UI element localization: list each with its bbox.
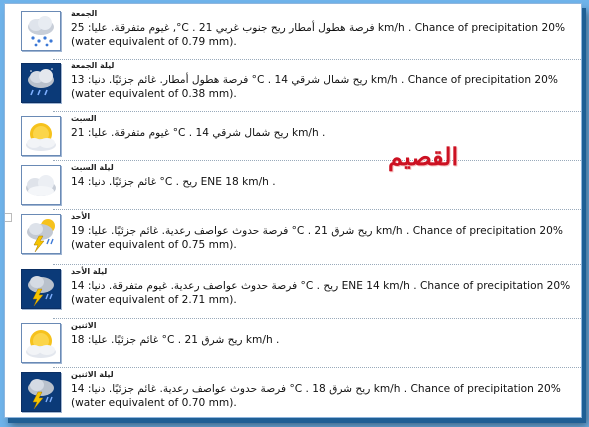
divider (53, 111, 581, 112)
divider (53, 367, 581, 368)
partly-sunny-icon (21, 116, 61, 156)
forecast-description: 18 :غائم جزئيًا. عليا °C . 21 ريح شرق km/h . (71, 334, 280, 346)
day-title: ليلة الجمعة (71, 61, 115, 70)
forecast-row (21, 114, 579, 165)
forecast-row (21, 321, 579, 372)
forecast-row (21, 267, 579, 318)
forecast-description: 13 :فرصة هطول أمطار. غائم جزئيًا. دنيا °C . 14 ريح شمال شرقي km/h . Chance of precipitation 20% (water equivalent of 0.38 mm). (71, 74, 558, 100)
day-title: الأحد (71, 212, 91, 221)
forecast-description: 19 :فرصة حدوث عواصف رعدية. غائم جزئيًا. عليا °C . 21 ريح شرق km/h . Chance of precipitation 20% (water equivalent of 0.75 mm). (71, 225, 563, 251)
divider (53, 59, 581, 60)
region-title: القصيم (388, 142, 459, 171)
divider (53, 209, 581, 210)
divider (53, 318, 581, 319)
forecast-description: 14 :غائم جزئيًا. دنيا °C . ريح ENE 18 km/h . (71, 176, 276, 188)
night-rain-cloud-icon (21, 63, 61, 103)
forecast-row (21, 212, 579, 263)
day-title: السبت (71, 114, 97, 123)
forecast-description: 14 :فرصة حدوث عواصف رعدية. غائم جزئيًا. دنيا °C . 18 ريح شرق km/h . Chance of precipitation 20% (water equivalent of 0.70 mm). (71, 383, 561, 409)
divider (53, 264, 581, 265)
rain-cloud-icon (21, 11, 61, 51)
day-title: الجمعة (71, 9, 98, 18)
night-thunderstorm-icon (21, 372, 61, 412)
day-title: ليلة الأحد (71, 267, 108, 276)
forecast-row (21, 163, 579, 214)
forecast-description: 21 :غيوم متفرقة. عليا °C . 14 ريح شمال شرقي km/h . (71, 127, 326, 139)
forecast-panel (4, 3, 582, 418)
selection-marker (4, 213, 12, 222)
forecast-row (21, 61, 579, 112)
forecast-row (21, 9, 579, 60)
night-thunderstorm-icon (21, 269, 61, 309)
divider (53, 160, 581, 161)
day-title: ليلة السبت (71, 163, 114, 172)
night-cloudy-icon (21, 165, 61, 205)
thunderstorm-icon (21, 214, 61, 254)
forecast-row (21, 370, 579, 418)
forecast-description: 14 :فرصة حدوث عواصف رعدية. غيوم متفرقة. دنيا °C . ريح ENE 14 km/h . Chance of precipitation 20% (water equivalent of 2.71 mm). (71, 280, 571, 306)
forecast-description: 25 :غيوم متفرقة. عليا ,°C . 21 فرصة هطول أمطار ريح جنوب غربي km/h . Chance of precipitation 20% (water equivalent of 0.79 mm). (71, 22, 566, 48)
day-title: الاثنين (71, 321, 97, 330)
day-title: ليلة الاثنين (71, 370, 114, 379)
partly-sunny-icon (21, 323, 61, 363)
